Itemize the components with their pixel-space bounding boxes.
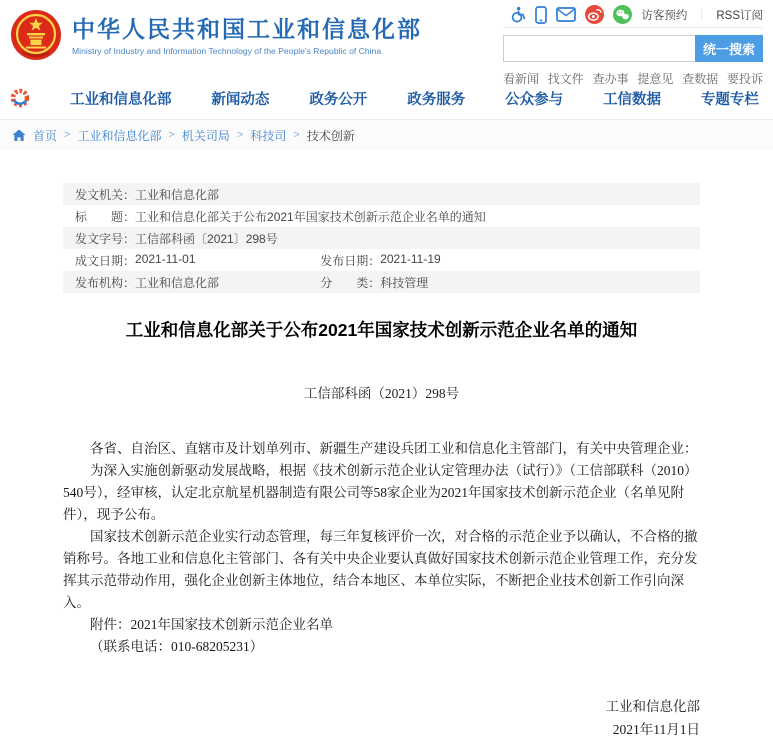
breadcrumb-current: 技术创新 bbox=[306, 128, 355, 143]
quick-links bbox=[503, 70, 763, 87]
breadcrumb-separator: > bbox=[293, 129, 300, 141]
breadcrumb-miit[interactable]: 工业和信息化部 bbox=[77, 128, 162, 143]
site-header bbox=[0, 0, 773, 86]
nav-item-public[interactable]: 公众参与 bbox=[505, 92, 564, 108]
meta-value: 工业和信息化部关于公布2021年国家技术创新示范企业名单的通知 bbox=[135, 209, 486, 224]
quick-link-news[interactable]: 看新闻 bbox=[503, 72, 540, 86]
weibo-icon[interactable] bbox=[585, 5, 604, 24]
nav-item-miit[interactable]: 工业和信息化部 bbox=[70, 92, 172, 108]
breadcrumb-tech-dept[interactable]: 科技司 bbox=[250, 128, 287, 143]
breadcrumb-separator: > bbox=[64, 129, 71, 141]
utility-bar bbox=[503, 4, 763, 28]
site-brand bbox=[10, 9, 422, 61]
meta-label: 发布机构： bbox=[75, 275, 136, 290]
signature: 工业和信息化部 bbox=[605, 699, 700, 714]
breadcrumb bbox=[0, 120, 773, 150]
nav-item-topics[interactable]: 专题专栏 bbox=[700, 92, 759, 108]
visitor-reservation-link[interactable]: 访客预约 bbox=[641, 9, 688, 22]
nav-item-data[interactable]: 工信数据 bbox=[603, 92, 662, 108]
meta-value: 科技管理 bbox=[380, 275, 429, 290]
search-button[interactable]: 统一搜索 bbox=[695, 35, 763, 62]
utility-separator: ｜ bbox=[696, 9, 708, 22]
brand-text bbox=[72, 15, 422, 56]
article-title: 工业和信息化部关于公布2021年国家技术创新示范企业名单的通知 bbox=[125, 320, 638, 340]
meta-label: 成文日期： bbox=[75, 253, 136, 268]
site-title: 中华人民共和国工业和信息化部 bbox=[72, 15, 422, 42]
table-row bbox=[63, 183, 700, 205]
table-row bbox=[63, 271, 700, 293]
nav-item-gov-open[interactable]: 政务公开 bbox=[309, 92, 368, 108]
breadcrumb-departments[interactable]: 机关司局 bbox=[181, 128, 230, 143]
mail-icon[interactable] bbox=[556, 7, 576, 22]
document-metadata-table bbox=[63, 183, 700, 293]
paragraph: 为深入实施创新驱动发展战略，根据《技术创新示范企业认定管理办法（试行）》（工信部联科（2010）540号），经审核，认定北京航星机器制造有限公司等58家企业为2021年国家技术创新示范企业（名单见附件），现予公布。 bbox=[63, 463, 698, 522]
paragraph: 各省、自治区、直辖市及计划单列市、新疆生产建设兵团工业和信息化主管部门，有关中央管理企业： bbox=[90, 441, 698, 456]
table-row bbox=[63, 227, 700, 249]
breadcrumb-separator: > bbox=[236, 129, 244, 141]
meta-label: 分 类： bbox=[320, 275, 381, 290]
meta-label: 发布日期： bbox=[320, 253, 381, 268]
wechat-icon[interactable] bbox=[613, 5, 632, 24]
table-row bbox=[63, 205, 700, 227]
meta-value: 工业和信息化部 bbox=[135, 275, 220, 290]
search-input[interactable] bbox=[503, 35, 695, 62]
meta-value: 2021-11-19 bbox=[380, 251, 441, 266]
quick-link-suggest[interactable]: 提意见 bbox=[637, 72, 674, 86]
meta-label: 标 题： bbox=[75, 209, 136, 224]
signature-date: 2021年11月1日 bbox=[612, 722, 700, 737]
accessibility-icon[interactable] bbox=[510, 6, 526, 23]
contact-line: （联系电话：010-68205231） bbox=[90, 639, 264, 654]
paragraph: 国家技术创新示范企业实行动态管理，每三年复核评价一次，对合格的示范企业予以确认，不合格的撤销称号。各地工业和信息化主管部门、各有关中央企业要认真做好国家技术创新示范企业管理工作，充分发挥其示范带动作用，强化企业创新主体地位，结合本地区、本单位实际，不断把企业技术创新工作引向深入。 bbox=[63, 529, 698, 610]
quick-link-files[interactable]: 找文件 bbox=[547, 72, 584, 86]
mobile-icon[interactable] bbox=[535, 6, 547, 24]
meta-label: 发文字号： bbox=[75, 231, 136, 246]
meta-value: 工业和信息化部 bbox=[135, 187, 220, 202]
table-row bbox=[63, 249, 700, 271]
national-emblem-icon bbox=[10, 9, 62, 61]
quick-link-data[interactable]: 查数据 bbox=[682, 72, 719, 86]
breadcrumb-separator: > bbox=[168, 129, 175, 141]
rss-link[interactable]: RSS订阅 bbox=[716, 9, 763, 22]
meta-label: 发文机关： bbox=[75, 187, 136, 202]
attachment-line[interactable]: 附件：2021年国家技术创新示范企业名单 bbox=[90, 617, 333, 632]
header-right bbox=[503, 4, 763, 87]
document-page bbox=[0, 150, 773, 741]
nav-item-news[interactable]: 新闻动态 bbox=[211, 92, 270, 108]
breadcrumb-home[interactable]: 首页 bbox=[33, 128, 58, 143]
nav-items bbox=[70, 88, 759, 109]
quick-link-complaint[interactable]: 要投诉 bbox=[726, 72, 763, 86]
search-bar bbox=[503, 35, 763, 62]
meta-value: 2021-11-01 bbox=[135, 251, 196, 266]
site-subtitle: Ministry of Industry and Information Technology of the People's Republic of China bbox=[72, 45, 382, 56]
quick-link-services[interactable]: 查办事 bbox=[592, 72, 629, 86]
document-number: 工信部科函（2021）298号 bbox=[303, 386, 460, 401]
miit-gear-icon bbox=[8, 87, 32, 111]
meta-value: 工信部科函〔2021〕298号 bbox=[135, 231, 278, 246]
nav-item-gov-service[interactable]: 政务服务 bbox=[407, 92, 466, 108]
article-body bbox=[63, 438, 700, 741]
home-icon[interactable] bbox=[12, 129, 26, 142]
